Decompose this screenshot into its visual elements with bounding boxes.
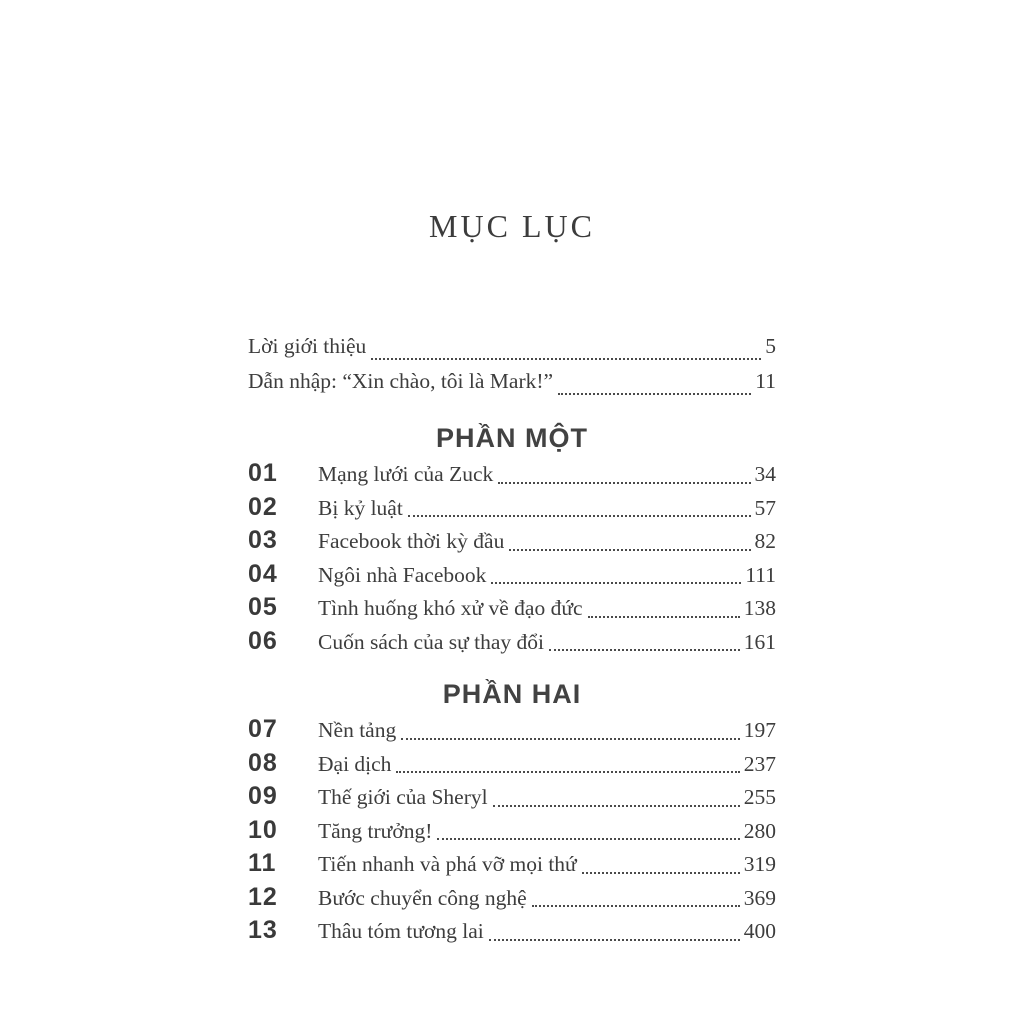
chapter-page-number: 237 (743, 751, 776, 776)
dot-leader (498, 482, 750, 484)
chapter-number: 04 (248, 559, 278, 588)
chapter-entry (248, 593, 776, 627)
chapter-entry (248, 560, 776, 594)
chapter-number: 02 (248, 492, 278, 521)
dot-leader (489, 939, 740, 941)
toc-entry-page-number: 11 (755, 369, 776, 393)
chapter-number: 13 (248, 916, 278, 944)
chapter-page-number: 34 (754, 462, 776, 486)
dot-leader (401, 738, 740, 740)
chapter-entry (248, 883, 776, 917)
toc-entry-label: Lời giới thiệu (248, 334, 367, 358)
chapter-title: Tiến nhanh và phá vỡ mọi thứ (318, 852, 577, 876)
chapter-page-number: 280 (743, 818, 776, 843)
chapter-number: 05 (248, 593, 278, 621)
dot-leader (532, 905, 740, 907)
chapter-title: Nền tảng (318, 718, 397, 742)
chapter-title: Ngôi nhà Facebook (318, 562, 487, 587)
dot-leader (558, 393, 751, 395)
chapter-page-number: 197 (743, 718, 776, 742)
toc-entry (248, 334, 776, 369)
chapter-title: Cuốn sách của sự thay đổi (318, 629, 545, 654)
chapter-page-number: 111 (745, 562, 776, 587)
chapter-number: 12 (248, 882, 278, 911)
chapter-number: 01 (248, 459, 278, 487)
chapter-page-number: 138 (743, 596, 776, 620)
section-heading: PHẦN MỘT (436, 423, 588, 453)
chapter-number: 03 (248, 526, 278, 554)
chapter-entry (248, 715, 776, 749)
chapter-title: Facebook thời kỳ đầu (318, 529, 505, 553)
chapter-title: Thâu tóm tương lai (318, 919, 484, 943)
dot-leader (509, 549, 750, 551)
toc-entry-page-number: 5 (765, 334, 776, 358)
chapter-page-number: 82 (754, 529, 776, 553)
dot-leader (371, 358, 761, 360)
dot-leader (549, 649, 740, 651)
chapter-number: 09 (248, 782, 278, 810)
chapter-title: Thế giới của Sheryl (318, 785, 488, 809)
chapter-page-number: 57 (754, 495, 776, 520)
chapter-page-number: 161 (743, 629, 776, 654)
dot-leader (408, 515, 751, 517)
sections-container (248, 422, 776, 950)
chapter-title: Bị kỷ luật (318, 495, 403, 520)
chapter-number: 07 (248, 715, 278, 743)
chapter-number: 10 (248, 815, 278, 844)
chapter-page-number: 255 (743, 785, 776, 809)
toc-section (248, 678, 776, 950)
chapter-entry (248, 493, 776, 527)
toc-section (248, 422, 776, 660)
chapter-page-number: 319 (743, 852, 776, 876)
chapter-entry (248, 749, 776, 783)
chapter-number: 08 (248, 748, 278, 777)
chapter-page-number: 369 (743, 885, 776, 910)
chapter-title: Bước chuyển công nghệ (318, 885, 527, 910)
chapter-list (248, 715, 776, 950)
chapter-entry (248, 526, 776, 560)
dot-leader (582, 872, 740, 874)
dot-leader (493, 805, 740, 807)
chapter-number: 11 (248, 849, 277, 877)
chapter-title: Mạng lưới của Zuck (318, 462, 494, 486)
chapter-entry (248, 816, 776, 850)
dot-leader (588, 616, 740, 618)
chapter-entry (248, 459, 776, 493)
book-toc-page (248, 0, 776, 950)
chapter-list (248, 459, 776, 660)
page-title: MỤC LỤC (429, 208, 595, 244)
chapter-entry (248, 916, 776, 950)
dot-leader (437, 838, 739, 840)
chapter-entry (248, 627, 776, 661)
chapter-title: Đại dịch (318, 751, 392, 776)
chapter-title: Tăng trưởng! (318, 818, 433, 843)
chapter-page-number: 400 (743, 919, 776, 943)
toc-entry-label: Dẫn nhập: “Xin chào, tôi là Mark!” (248, 369, 554, 393)
chapter-entry (248, 782, 776, 816)
toc-entry (248, 369, 776, 404)
chapter-entry (248, 849, 776, 883)
chapter-title: Tình huống khó xử về đạo đức (318, 596, 583, 620)
front-matter-list (248, 334, 776, 404)
section-heading: PHẦN HAI (442, 679, 582, 709)
dot-leader (396, 771, 739, 773)
dot-leader (491, 582, 741, 584)
chapter-number: 06 (248, 626, 278, 655)
